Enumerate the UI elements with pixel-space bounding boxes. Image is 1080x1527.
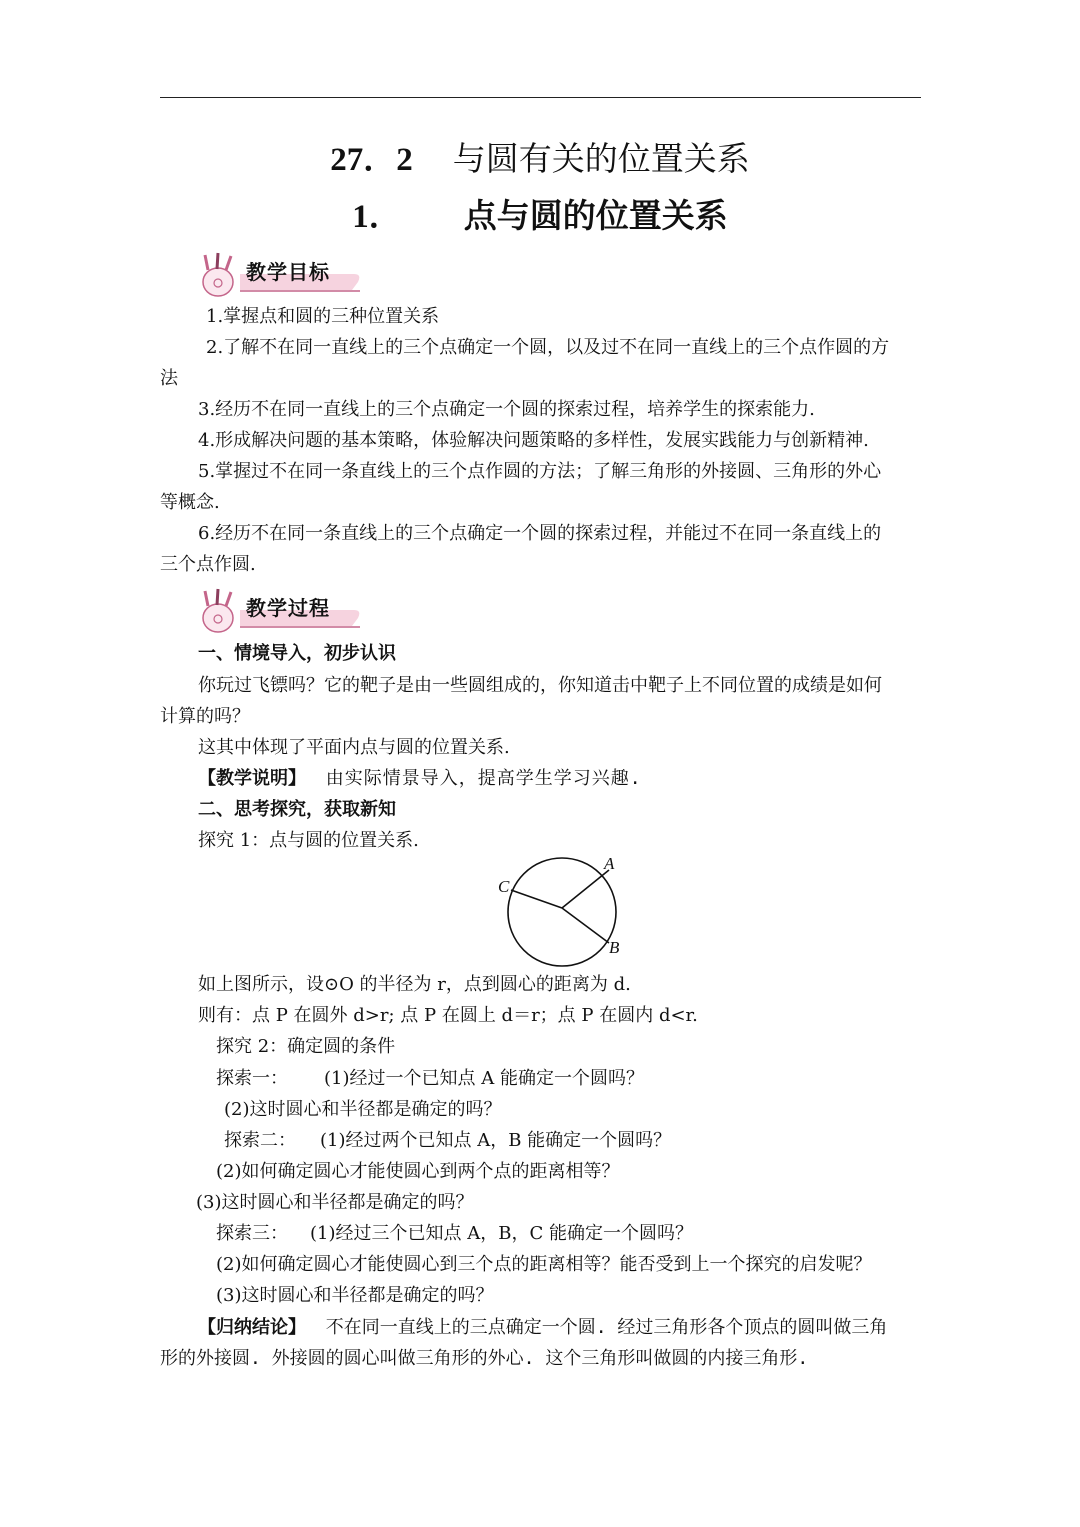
exploration-1-q1 [216, 1066, 644, 1092]
intro-paragraph-2: 这其中体现了平面内点与圆的位置关系. [198, 737, 510, 758]
exploration-1-label: 探索一： [216, 1068, 288, 1089]
lesson-title [0, 196, 1080, 237]
exploration-2-q1-text: (1)经过两个已知点 A，B 能确定一个圆吗？ [320, 1130, 672, 1151]
objectives-badge-label: 教学目标 [246, 260, 330, 284]
exploration-2-q3: (3)这时圆心和半径都是确定的吗？ [196, 1192, 474, 1213]
exploration-3-q2: (2)如何确定圆心才能使圆心到三个点的距离相等？能否受到上一个探究的启发呢？ [216, 1254, 872, 1275]
exploration-2-q1 [224, 1128, 671, 1154]
objective-6-line-2: 三个点作圆. [160, 554, 256, 575]
teaching-note-text: 由实际情景导入，提高学生学习兴趣. [325, 768, 642, 789]
conclusion-text-1: 不在同一直线上的三点确定一个圆. 经过三角形各个顶点的圆叫做三角 [325, 1317, 888, 1338]
objective-6-line-1: 6.经历不在同一条直线上的三个点确定一个圆的探索过程，并能过不在同一条直线上的 [198, 523, 882, 544]
explore-1-title: 探究 1：点与圆的位置关系. [198, 830, 419, 851]
exploration-2-label: 探索二： [224, 1130, 296, 1151]
conclusion-line-1 [198, 1315, 887, 1341]
objective-3: 3.经历不在同一直线上的三个点确定一个圆的探索过程，培养学生的探索能力. [198, 399, 815, 420]
section-title-text: 与圆有关的位置关系 [452, 139, 750, 178]
objective-5-line-1: 5.掌握过不在同一条直线上的三个点作圆的方法；了解三角形的外接圆、三角形的外心 [198, 461, 882, 482]
teaching-note [198, 766, 642, 792]
point-label-a: A [604, 854, 615, 873]
objectives-badge [196, 252, 362, 296]
process-badge-label: 教学过程 [246, 596, 330, 620]
exploration-2-q2: (2)如何确定圆心才能使圆心到两个点的距离相等？ [216, 1161, 620, 1182]
lesson-title-text: 点与圆的位置关系 [463, 196, 728, 235]
lesson-number: 1． [352, 199, 402, 235]
section-number: 27．2 [330, 142, 413, 178]
circle-figure [490, 850, 630, 970]
objective-5-line-2: 等概念. [160, 492, 220, 513]
objective-1: 1.掌握点和圆的三种位置关系 [206, 306, 440, 327]
exploration-3-label: 探索三： [216, 1223, 288, 1244]
objective-2-line-1: 2.了解不在同一直线上的三个点确定一个圆，以及过不在同一直线上的三个点作圆的方 [206, 337, 890, 358]
exploration-3-q1 [216, 1221, 693, 1247]
section-title [0, 139, 1080, 180]
exploration-3-q1-text: (1)经过三个已知点 A，B，C 能确定一个圆吗？ [310, 1223, 693, 1244]
objective-4: 4.形成解决问题的基本策略，体验解决问题策略的多样性，发展实践能力与创新精神. [198, 430, 869, 451]
conclusion-label: 【归纳结论】 [198, 1317, 306, 1338]
conclusion-line-2: 形的外接圆. 外接圆的圆心叫做三角形的外心. 这个三角形叫做圆的内接三角形. [160, 1348, 809, 1369]
description-line-1: 如上图所示，设⊙O 的半径为 r，点到圆心的距离为 d. [198, 974, 631, 995]
exploration-1-q2: (2)这时圆心和半径都是确定的吗？ [224, 1099, 502, 1120]
exploration-1-q1-text: (1)经过一个已知点 A 能确定一个圆吗？ [324, 1068, 644, 1089]
exploration-3-q3: (3)这时圆心和半径都是确定的吗？ [216, 1285, 494, 1306]
teaching-note-label: 【教学说明】 [198, 768, 306, 789]
objective-2-line-2: 法 [160, 368, 178, 389]
intro-paragraph-line-2: 计算的吗？ [160, 706, 250, 727]
section-heading-1: 一、情境导入，初步认识 [198, 643, 396, 664]
explore-2-title: 探究 2：确定圆的条件 [216, 1036, 396, 1057]
top-rule [160, 97, 921, 98]
point-label-b: B [609, 938, 620, 957]
point-label-c: C [498, 877, 510, 896]
section-heading-2: 二、思考探究，获取新知 [198, 799, 396, 820]
process-badge [196, 588, 362, 632]
intro-paragraph-line-1: 你玩过飞镖吗？它的靶子是由一些圆组成的，你知道击中靶子上不同位置的成绩是如何 [198, 675, 882, 696]
description-line-2: 则有：点 P 在圆外 d>r; 点 P 在圆上 d＝r；点 P 在圆内 d<r. [198, 1005, 698, 1026]
